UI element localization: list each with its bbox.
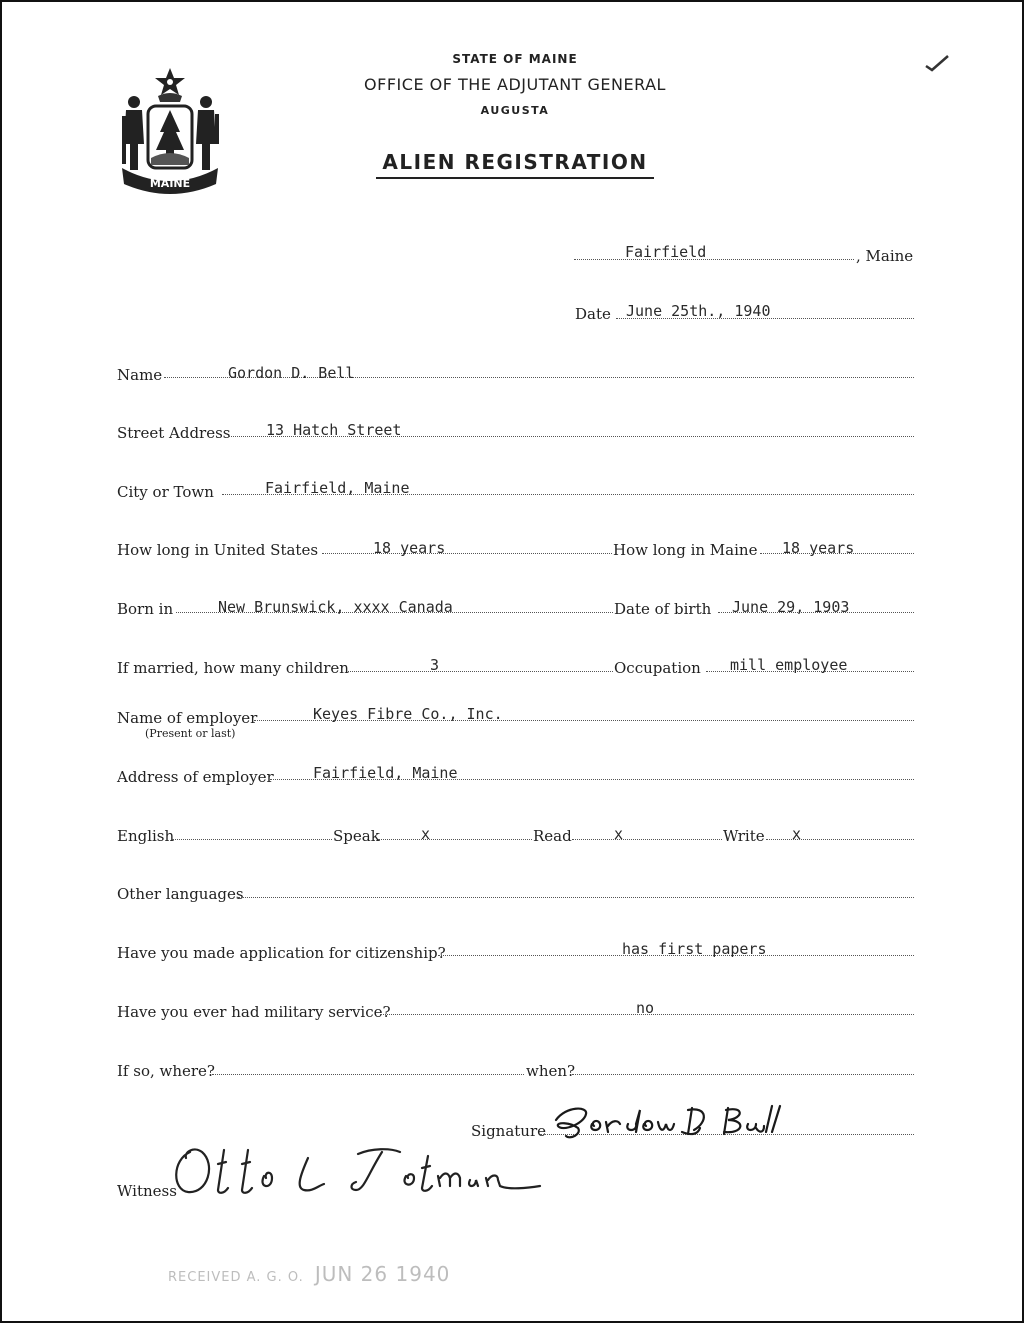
street-value: 13 Hatch Street [266,421,402,439]
read-value: x [614,825,624,843]
children-value: 3 [430,656,440,674]
english-label: English [117,827,175,845]
english-line [172,839,332,840]
citizenship-value: has first papers [622,940,767,958]
street-label: Street Address [117,424,231,442]
employer-address-label: Address of employer [117,768,274,786]
us-time-label: How long in United States [117,541,319,559]
military-label: Have you ever had military service? [117,1003,391,1021]
dob-value: June 29, 1903 [732,598,850,616]
form-title: ALIEN REGISTRATION [382,150,648,174]
witness-signature [168,1140,548,1200]
born-value: New Brunswick, xxxx Canada [218,598,453,616]
where-label: If so, where? [117,1062,215,1080]
us-time-line [322,553,612,554]
received-stamp-text: RECEIVED A. G. O. [168,1270,304,1285]
military-value: no [636,999,655,1017]
occupation-value: mill employee [730,656,848,674]
dob-label: Date of birth [614,600,712,618]
maine-time-value: 18 years [782,539,855,557]
us-time-value: 18 years [373,539,446,557]
header-state: STATE OF MAINE [452,52,578,66]
employer-sublabel: (Present or last) [145,727,236,740]
place-line [574,259,854,260]
date-value: June 25th., 1940 [626,302,771,320]
maine-time-label: How long in Maine [613,541,758,559]
speak-label: Speak [333,827,380,845]
place-value: Fairfield [625,243,707,261]
seal-motto: MAINE [149,177,191,190]
born-label: Born in [117,600,174,618]
other-languages-label: Other languages [117,885,244,903]
received-stamp-date: JUN 26 1940 [314,1262,451,1286]
header-office: OFFICE OF THE ADJUTANT GENERAL [364,75,666,94]
write-line [766,839,914,840]
write-label: Write [723,827,765,845]
speak-value: x [421,825,431,843]
city-value: Fairfield, Maine [265,479,410,497]
title-underline [376,177,654,179]
citizenship-label: Have you made application for citizenship? [117,944,446,962]
received-stamp [168,1262,450,1286]
children-line [348,671,613,672]
write-value: x [792,825,802,843]
when-line [572,1074,914,1075]
when-label: when? [526,1062,576,1080]
place-suffix: , Maine [856,247,914,265]
signature-label: Signature [471,1122,547,1140]
name-label: Name [117,366,163,384]
read-label: Read [533,827,572,845]
read-line [572,839,722,840]
other-languages-line [238,897,914,898]
employer-address-value: Fairfield, Maine [313,764,458,782]
name-value: Gordon D. Bell [228,364,355,382]
where-line [212,1074,524,1075]
occupation-label: Occupation [614,659,701,677]
employer-value: Keyes Fibre Co., Inc. [313,705,503,723]
applicant-signature [548,1102,798,1142]
date-label: Date [575,305,611,323]
employer-label: Name of employer [117,709,258,727]
children-label: If married, how many children [117,659,349,677]
witness-label: Witness [117,1182,177,1200]
speak-line [378,839,532,840]
city-label: City or Town [117,483,214,501]
header-city: AUGUSTA [480,104,550,117]
